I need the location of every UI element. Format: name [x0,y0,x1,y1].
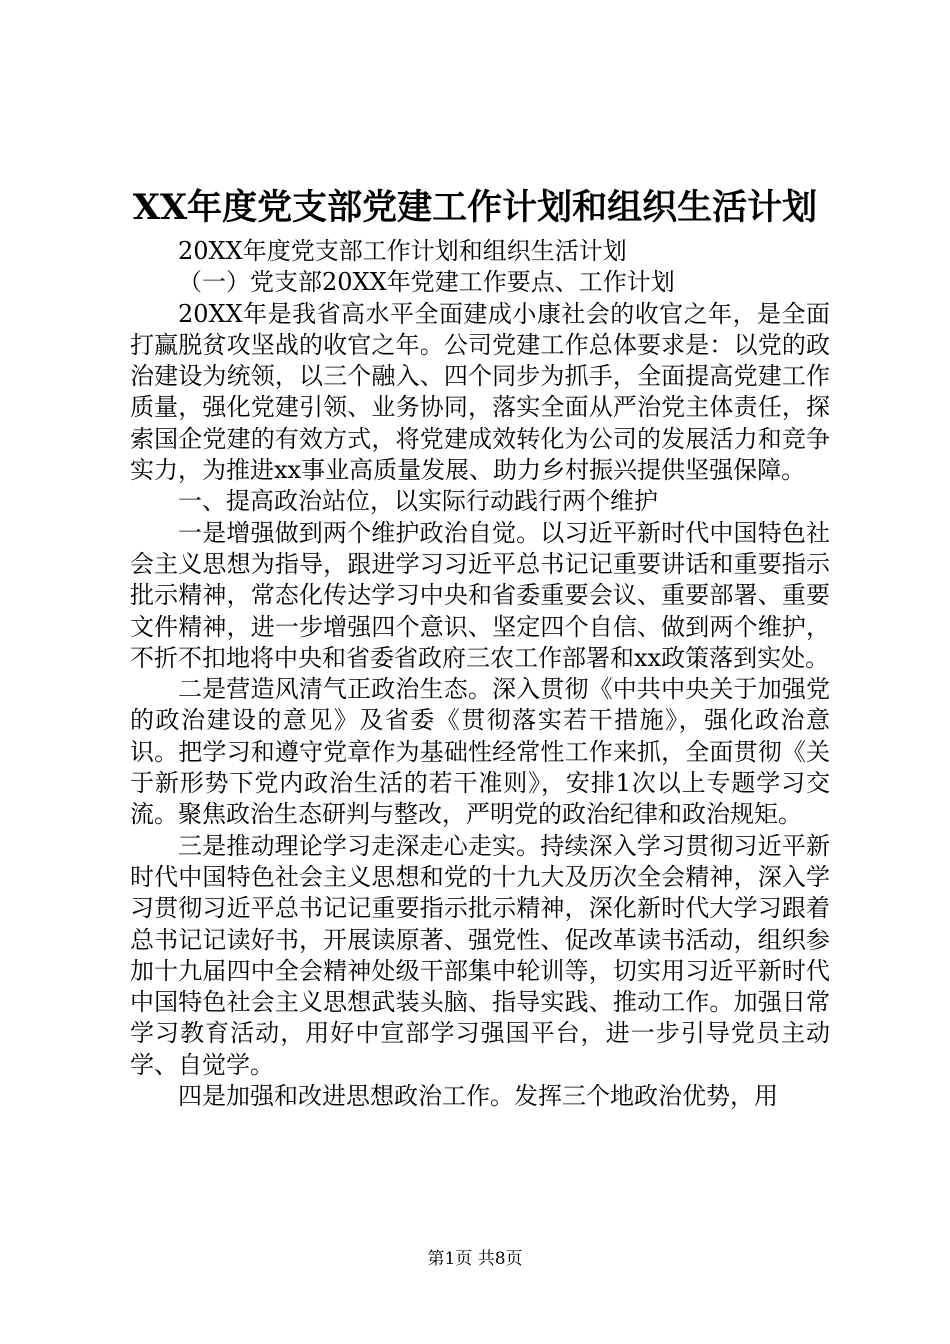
paragraph: 二是营造风清气正政治生态。深入贯彻《中共中央关于加强党的政治建设的意见》及省委《贯彻落实若干措施》，强化政治意识。把学习和遵守党章作为基础性经常性工作来抓，全面贯彻《关于新形势下党内政治生活的若干准则》，安排1次以上专题学习交流。聚焦政治生态研判与整改，严明党的政治纪律和政治规矩。 [130,675,830,829]
subtitle-line: 20XX年度党支部工作计划和组织生活计划 [178,237,627,265]
document-body [130,236,830,1112]
paragraph: 一是增强做到两个维护政治自觉。以习近平新时代中国特色社会主义思想为指导，跟进学习习近平总书记记重要讲话和重要指示批示精神，常态化传达学习中央和省委重要会议、重要部署、重要文件精神，进一步增强四个意识、坚定四个自信、做到两个维护，不折不扣地将中央和省委省政府三农工作部署和xx政策落到实处。 [130,518,830,672]
paragraph: 四是加强和改进思想政治工作。发挥三个地政治优势，用 [178,1082,778,1111]
document-title: XX年度党支部党建工作计划和组织生活计划 [132,187,818,228]
paragraph: 三是推动理论学习走深走心走实。持续深入学习贯彻习近平新时代中国特色社会主义思想和党的十九大及历次全会精神，深入学习贯彻习近平总书记记重要指示批示精神，深化新时代大学习跟着总书记记读好书，开展读原著、强党性、促改革读书活动，组织参加十九届四中全会精神处级干部集中轮训等，切实用习近平新时代中国特色社会主义思想武装头脑、指导实践、推动工作。加强日常学习教育活动，用好中宣部学习强国平台，进一步引导党员主动学、自觉学。 [130,831,830,1079]
page-total: 共8页 [477,1249,523,1269]
section-heading: （一）党支部20XX年党建工作要点、工作计划 [178,268,675,297]
section-heading: 一、提高政治站位，以实际行动践行两个维护 [178,487,658,516]
page-footer [0,1244,950,1269]
paragraph: 20XX年是我省高水平全面建成小康社会的收官之年，是全面打赢脱贫攻坚战的收官之年。公司党建工作总体要求是：以党的政治建设为统领，以三个融入、四个同步为抓手，全面提高党建工作质量，强化党建引领、业务协同，落实全面从严治党主体责任，探索国企党建的有效方式，将党建成效转化为公司的发展活力和竞争实力，为推进xx事业高质量发展、助力乡村振兴提供坚强保障。 [130,299,830,485]
page-number: 第1页 [427,1249,473,1269]
